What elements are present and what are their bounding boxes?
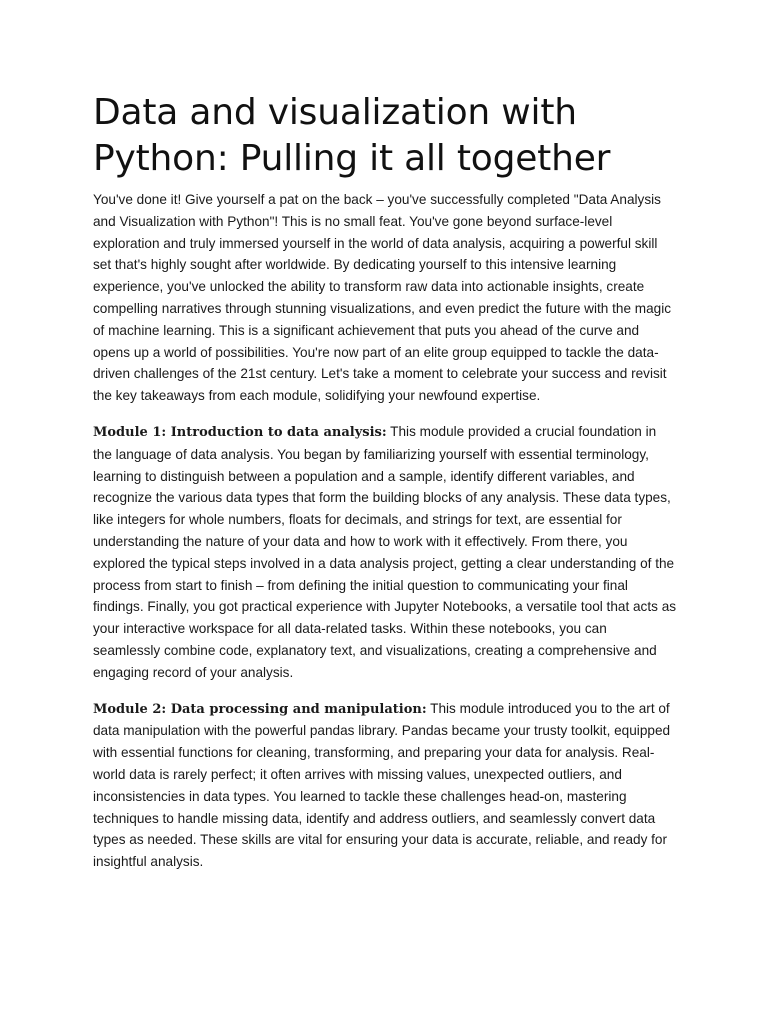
module-1-paragraph [93, 421, 677, 684]
module-1-body: This module provided a crucial foundation in the language of data analysis. You began by familiarizing yourself with essential terminology, learning to distinguish between a population and a sample, identify different variables, and recognize the various data types that form the building blocks of any analysis. These data types, like integers for whole numbers, floats for decimals, and strings for text, are essential for understanding the nature of your data and how to work with it effectively. From there, you explored the typical steps involved in a data analysis project, getting a clear understanding of the process from start to finish – from defining the initial question to communicating your final findings. Finally, you got practical experience with Jupyter Notebooks, a versatile tool that acts as your interactive workspace for all data-related tasks. Within these notebooks, you can seamlessly combine code, explanatory text, and visualizations, creating a comprehensive and engaging record of your analysis. [93, 423, 677, 680]
document-page [93, 90, 677, 887]
document-title: Data and visualization with Python: Pulling it all together [93, 92, 611, 179]
module-1-heading: Module 1: Introduction to data analysis: [93, 424, 387, 440]
intro-paragraph: You've done it! Give yourself a pat on the back – you've successfully completed "Data Analysis and Visualization with Python"! This is no small feat. You've gone beyond surface-level exploration and truly immersed yourself in the world of data analysis, acquiring a powerful skill set that's highly sought after worldwide. By dedicating yourself to this intensive learning experience, you've unlocked the ability to transform raw data into actionable insights, create compelling narratives through stunning visualizations, and even predict the future with the magic of machine learning. This is a significant achievement that puts you ahead of the curve and opens up a world of possibilities. You're now part of an elite group equipped to tackle the data-driven challenges of the 21st century. Let's take a moment to celebrate your success and revisit the key takeaways from each module, solidifying your newfound expertise. [93, 192, 672, 404]
module-2-heading: Module 2: Data processing and manipulation: [93, 701, 427, 717]
module-2-paragraph [93, 698, 677, 873]
module-2-body: This module introduced you to the art of data manipulation with the powerful pandas library. Pandas became your trusty toolkit, equipped with essential functions for cleaning, transforming, and preparing your data for analysis. Real-world data is rarely perfect; it often arrives with missing values, unexpected outliers, and inconsistencies in data types. You learned to tackle these challenges head-on, mastering techniques to handle missing data, identify and address outliers, and seamlessly convert data types as needed. These skills are vital for ensuring your data is accurate, reliable, and ready for insightful analysis. [93, 700, 671, 870]
